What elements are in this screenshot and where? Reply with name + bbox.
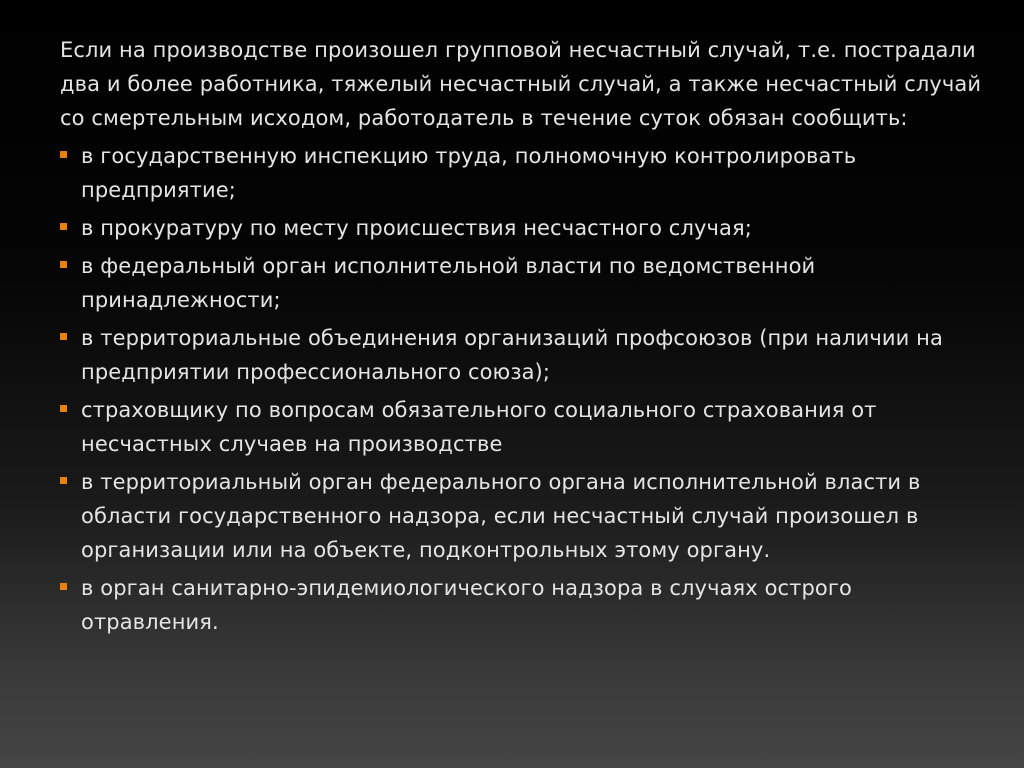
list-item-text: в территориальные объединения организаций профсоюзов (при наличии на предприятии профессионального союза); (81, 326, 943, 384)
list-item-text: в государственную инспекцию труда, полномочную контролировать предприятие; (81, 144, 857, 202)
orange-square-bullet-icon (60, 223, 67, 230)
notification-list (60, 139, 990, 639)
list-item-text: в федеральный орган исполнительной власти по ведомственной принадлежности; (81, 254, 816, 312)
list-item-text: в территориальный орган федерального органа исполнительной власти в области государственного надзора, если несчастный случай произошел в организации или на объекте, подконтрольных этому органу. (81, 470, 921, 562)
orange-square-bullet-icon (60, 261, 67, 268)
list-item (60, 571, 990, 639)
list-item (60, 249, 990, 317)
list-item (60, 393, 990, 461)
intro-paragraph: Если на производстве произошел групповой несчастный случай, т.е. пострадали два и более работника, тяжелый несчастный случай, а также несчастный случай со смертельным исходом, работодатель в течение суток обязан сообщить: (60, 38, 982, 130)
list-item-text: в орган санитарно-эпидемиологического надзора в случаях острого отравления. (81, 576, 852, 634)
list-item-text: страховщику по вопросам обязательного социального страхования от несчастных случаев на производстве (81, 398, 877, 456)
list-item (60, 321, 990, 389)
list-item-text: в прокуратуру по месту происшествия несчастного случая; (81, 216, 752, 240)
orange-square-bullet-icon (60, 405, 67, 412)
list-item (60, 211, 990, 245)
orange-square-bullet-icon (60, 333, 67, 340)
list-item (60, 465, 990, 567)
list-item (60, 139, 990, 207)
slide-content (60, 33, 990, 639)
orange-square-bullet-icon (60, 151, 67, 158)
orange-square-bullet-icon (60, 477, 67, 484)
orange-square-bullet-icon (60, 583, 67, 590)
